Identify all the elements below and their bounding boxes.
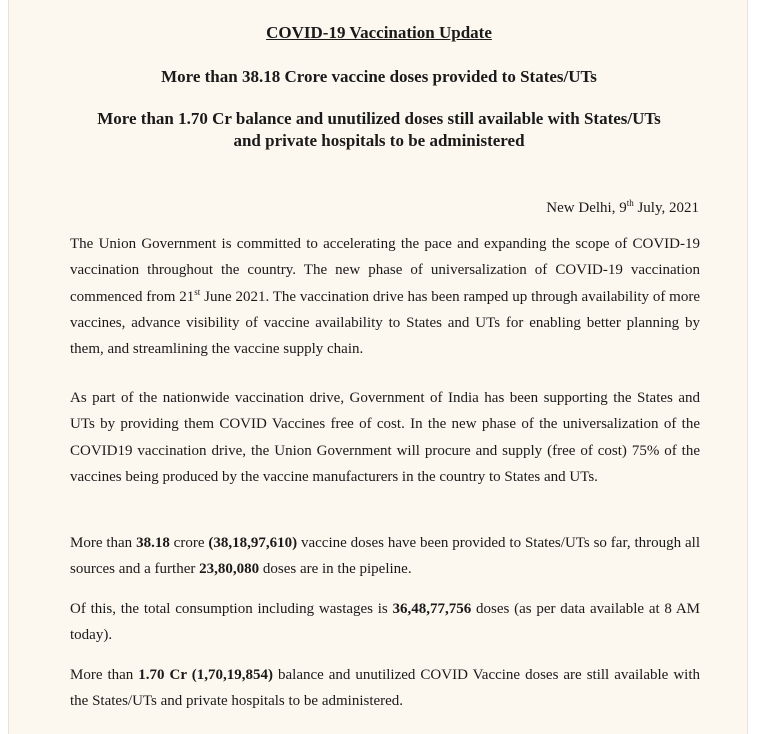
dateline (546, 197, 699, 219)
paragraph-text: June 2021. The vaccination drive has been ramped up through availability of more vaccines, advance visibility of vaccine availability to States and UTs for enabling better planning by them, and streamlining the vaccine supply chain. (70, 288, 701, 358)
highlight-figure: 38.18 (136, 535, 170, 551)
dateline-prefix: New Delhi, 9 (546, 200, 627, 216)
highlight-figure: 1.70 Cr (1,70,19,854) (138, 667, 273, 683)
paragraph-text: More than (70, 667, 139, 683)
ordinal-suffix: st (194, 286, 201, 297)
paragraph-text: crore (169, 535, 209, 551)
highlight-figure: 36,48,77,756 (392, 601, 472, 617)
highlight-figure: (38,18,97,610) (208, 535, 298, 551)
paragraph-commitment (70, 231, 700, 362)
dateline-suffix: July, 2021 (633, 200, 699, 216)
dateline-ordinal: th (626, 198, 634, 208)
document-title: COVID-19 Vaccination Update (266, 23, 492, 42)
document-subtitle-2-line-2: and private hospitals to be administered (233, 131, 525, 150)
paragraph-text: vaccine doses have been provided to States/UTs so far, through all sources and a further (70, 535, 700, 578)
paragraph-text: doses are in the pipeline. (259, 561, 412, 578)
document-subtitle: More than 38.18 Crore vaccine doses provided to States/UTs (161, 67, 597, 86)
paragraph-balance-doses (70, 662, 700, 715)
paragraph-text: The Union Government is committed to accelerating the pace and expanding the scope of COVID-19 vaccination throughout the country. The new phase of universalization of COVID-19 vaccination commenced from 21 (70, 236, 700, 305)
document-page (8, 0, 748, 734)
paragraph-text: doses (as per data available at 8 AM today). (70, 601, 700, 644)
highlight-figure: 23,80,080 (199, 561, 260, 578)
paragraph-consumption (70, 596, 700, 649)
paragraph-text: More than (70, 535, 137, 551)
paragraph-free-vaccines: As part of the nationwide vaccination drive, Government of India has been supporting the States and UTs by providing them COVID Vaccines free of cost. In the new phase of the universalization of the COVID19 vaccination drive, the Union Government will procure and supply (free of cost) 75% of the vaccines being produced by the vaccine manufacturers in the country to States and UTs. (70, 390, 700, 485)
paragraph-doses-provided (70, 530, 700, 583)
paragraph-text: balance and unutilized COVID Vaccine doses are still available with the States/UTs and private hospitals to be administered. (70, 667, 700, 710)
document-subtitle-2-line-1: More than 1.70 Cr balance and unutilized doses still available with States/UTs (97, 109, 661, 128)
paragraph-text: Of this, the total consumption including wastages is (70, 601, 393, 617)
